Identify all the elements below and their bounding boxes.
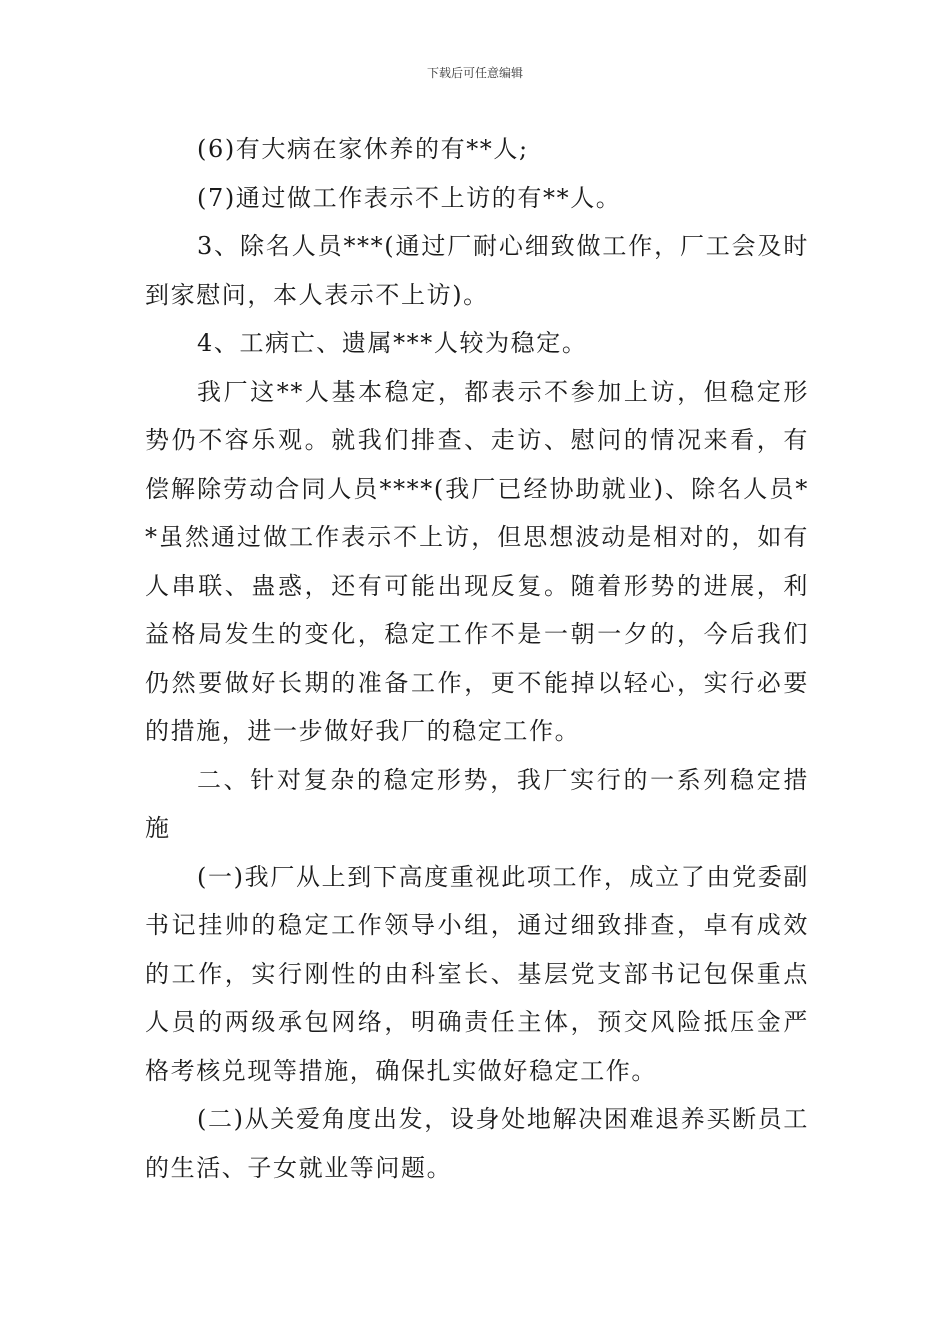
stability-summary-paragraph: 我厂这**人基本稳定，都表示不参加上访，但稳定形势仍不容乐观。就我们排查、走访、慰问的情况来看，有偿解除劳动合同人员****(我厂已经协助就业)、除名人员**虽然通过做工作表示不上访，但思想波动是相对的，如有人串联、蛊惑，还有可能出现反复。随着形势的进展，利益格局发生的变化，稳定工作不是一朝一夕的，今后我们仍然要做好长期的准备工作，更不能掉以轻心，实行必要的措施，进一步做好我厂的稳定工作。	[145, 377, 809, 745]
item-3-paragraph: 3、除名人员***(通过厂耐心细致做工作，厂工会及时到家慰问，本人表示不上访)。	[145, 232, 809, 309]
item-7-paragraph: (7)通过做工作表示不上访的有**人。	[197, 183, 622, 212]
document-body	[145, 125, 809, 1192]
item-4-paragraph: 4、工病亡、遗属***人较为稳定。	[197, 329, 588, 357]
section-two-heading: 二、针对复杂的稳定形势，我厂实行的一系列稳定措施	[145, 765, 809, 842]
page-header: 下载后可任意编辑	[426, 66, 523, 80]
item-6-paragraph: (6)有大病在家休养的有**人;	[197, 135, 529, 163]
measure-two-paragraph: (二)从关爱角度出发，设身处地解决困难退养买断员工的生活、子女就业等问题。	[145, 1105, 809, 1182]
measure-one-paragraph: (一)我厂从上到下高度重视此项工作，成立了由党委副书记挂帅的稳定工作领导小组，通过细致排查，卓有成效的工作，实行刚性的由科室长、基层党支部书记包保重点人员的两级承包网络，明确责任主体，预交风险抵压金严格考核兑现等措施，确保扎实做好稳定工作。	[145, 862, 809, 1085]
